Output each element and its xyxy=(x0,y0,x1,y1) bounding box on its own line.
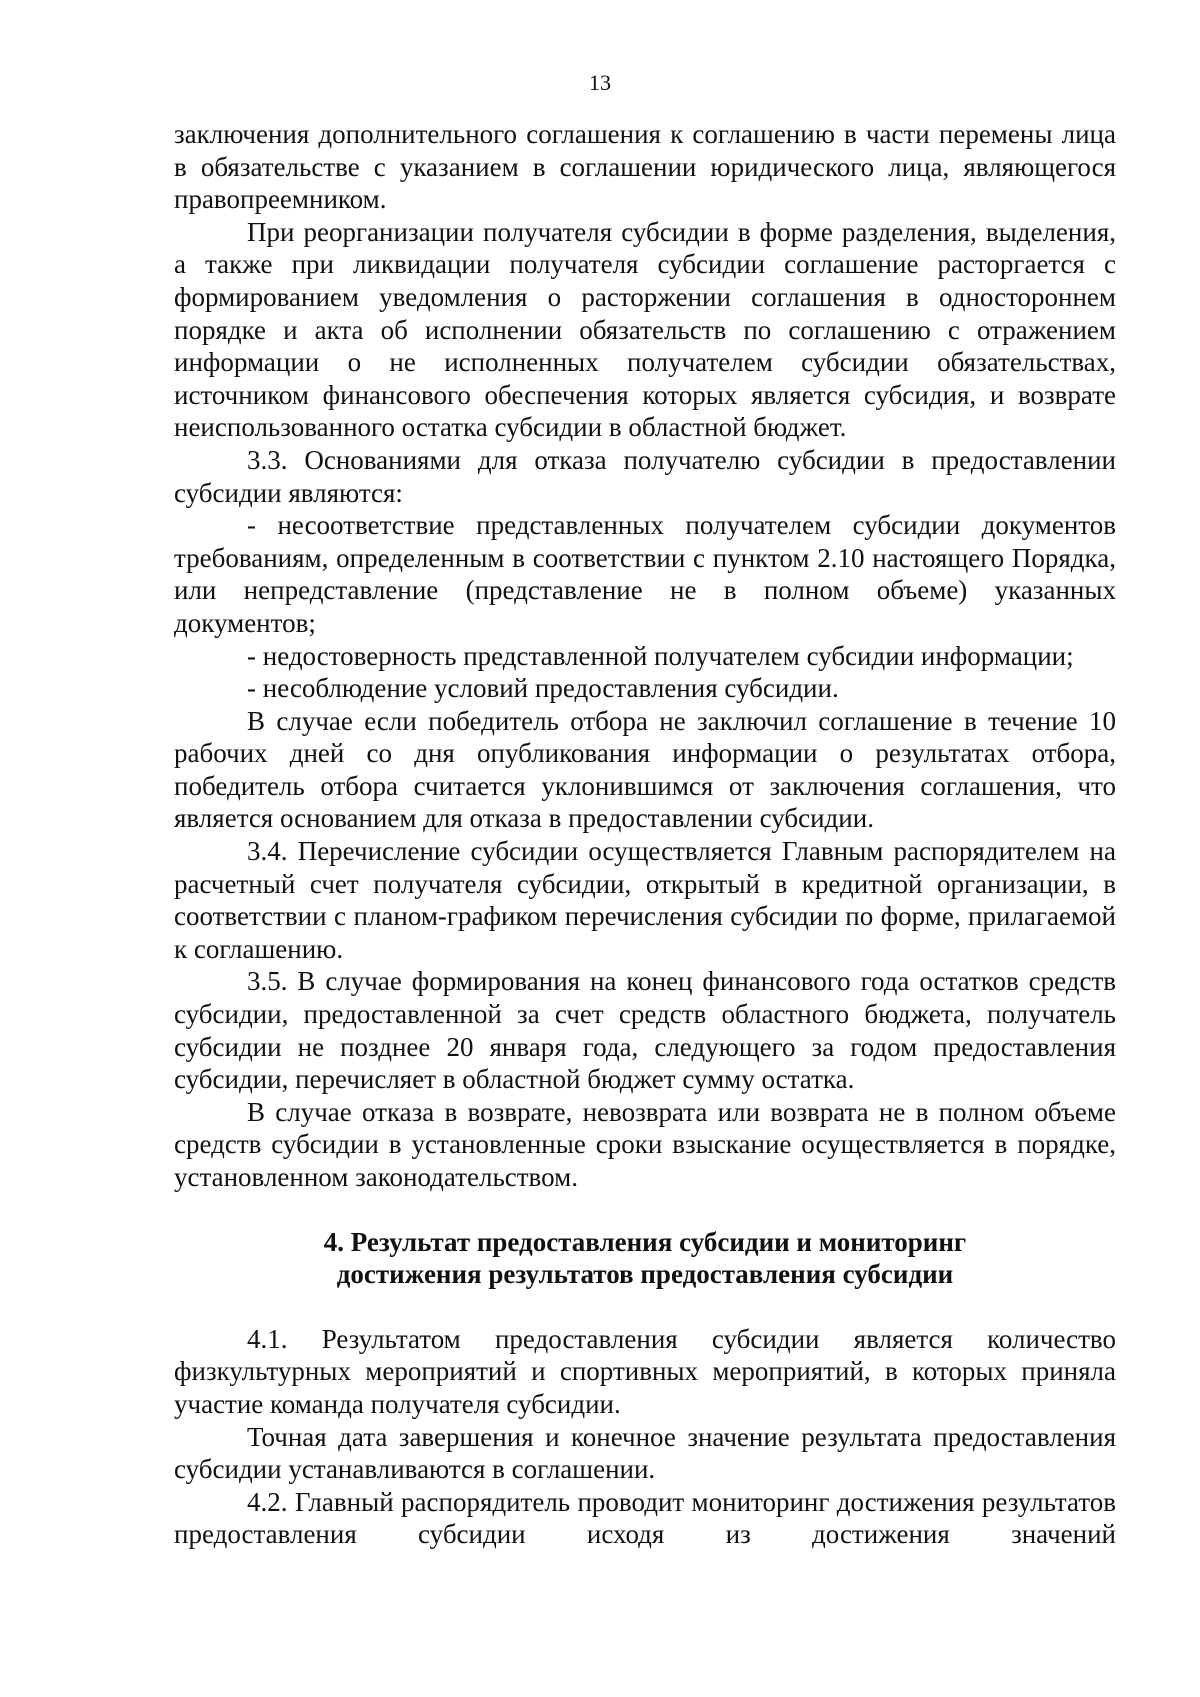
section-4-heading-line2: достижения результатов предоставления субсидии xyxy=(336,1259,954,1290)
list-item-unreliability: - недостоверность представленной получателем субсидии информации; xyxy=(247,640,1074,671)
paragraph-refund-refusal: В случае отказа в возврате, невозврата или возврата не в полном объеме средств субсидии в установленные сроки взыскание осуществляется в порядке, установленном законодательством. xyxy=(174,1096,1116,1192)
paragraph-4-1: 4.1. Результатом предоставления субсидии является количество физкультурных мероприятий и спортивных мероприятий, в которых приняла участие команда получателя субсидии. xyxy=(174,1323,1116,1419)
paragraph-exact-date: Точная дата завершения и конечное значение результата предоставления субсидии устанавливаются в соглашении. xyxy=(174,1421,1116,1485)
page-number: 13 xyxy=(589,70,611,95)
paragraph-3-4: 3.4. Перечисление субсидии осуществляется Главным распорядителем на расчетный счет получателя субсидии, открытый в кредитной организации, в соответствии с планом-графиком перечисления субсидии по форме, прилагаемой к соглашению. xyxy=(174,836,1116,964)
section-4-heading xyxy=(174,1226,1116,1291)
paragraph-3-3: 3.3. Основаниями для отказа получателю субсидии в предоставлении субсидии являются: xyxy=(174,444,1116,508)
list-item-nonobservance: - несоблюдение условий предоставления субсидии. xyxy=(247,673,839,704)
paragraph-reorganization: При реорганизации получателя субсидии в форме разделения, выделения, а также при ликвидации получателя субсидии соглашение расторгается с формированием уведомления о расторжении соглашения в одностороннем порядке и акта об исполнении обязательств по соглашению с отражением информации о не исполненных получателем субсидии обязательствах, источником финансового обеспечения которых является субсидия, и возврате неиспользованного остатка субсидии в областной бюджет. xyxy=(174,216,1116,443)
section-4-heading-line1: 4. Результат предоставления субсидии и мониторинг xyxy=(323,1226,967,1257)
list-item-noncompliance: - несоответствие представленных получателем субсидии документов требованиям, определенным в соответствии с пунктом 2.10 настоящего Порядка, или непредставление (представление не в полном объеме) указанных документов; xyxy=(174,510,1116,638)
paragraph-4-2: 4.2. Главный распорядитель проводит мониторинг достижения результатов предоставления субсидии исходя из достижения значений xyxy=(174,1486,1116,1550)
paragraph-continuation: заключения дополнительного соглашения к соглашению в части перемены лица в обязательстве с указанием в соглашении юридического лица, являющегося правопреемником. xyxy=(174,119,1116,215)
paragraph-3-5: 3.5. В случае формирования на конец финансового года остатков средств субсидии, предоставленной за счет средств областного бюджета, получатель субсидии не позднее 20 января года, следующего за годом предоставления субсидии, перечисляет в областной бюджет сумму остатка. xyxy=(174,966,1116,1095)
document-body xyxy=(174,118,1116,1551)
paragraph-winner-refusal: В случае если победитель отбора не заключил соглашение в течение 10 рабочих дней со дня опубликования информации о результатах отбора, победитель отбора считается уклонившимся от заключения соглашения, что является основанием для отказа в предоставлении субсидии. xyxy=(174,705,1116,834)
